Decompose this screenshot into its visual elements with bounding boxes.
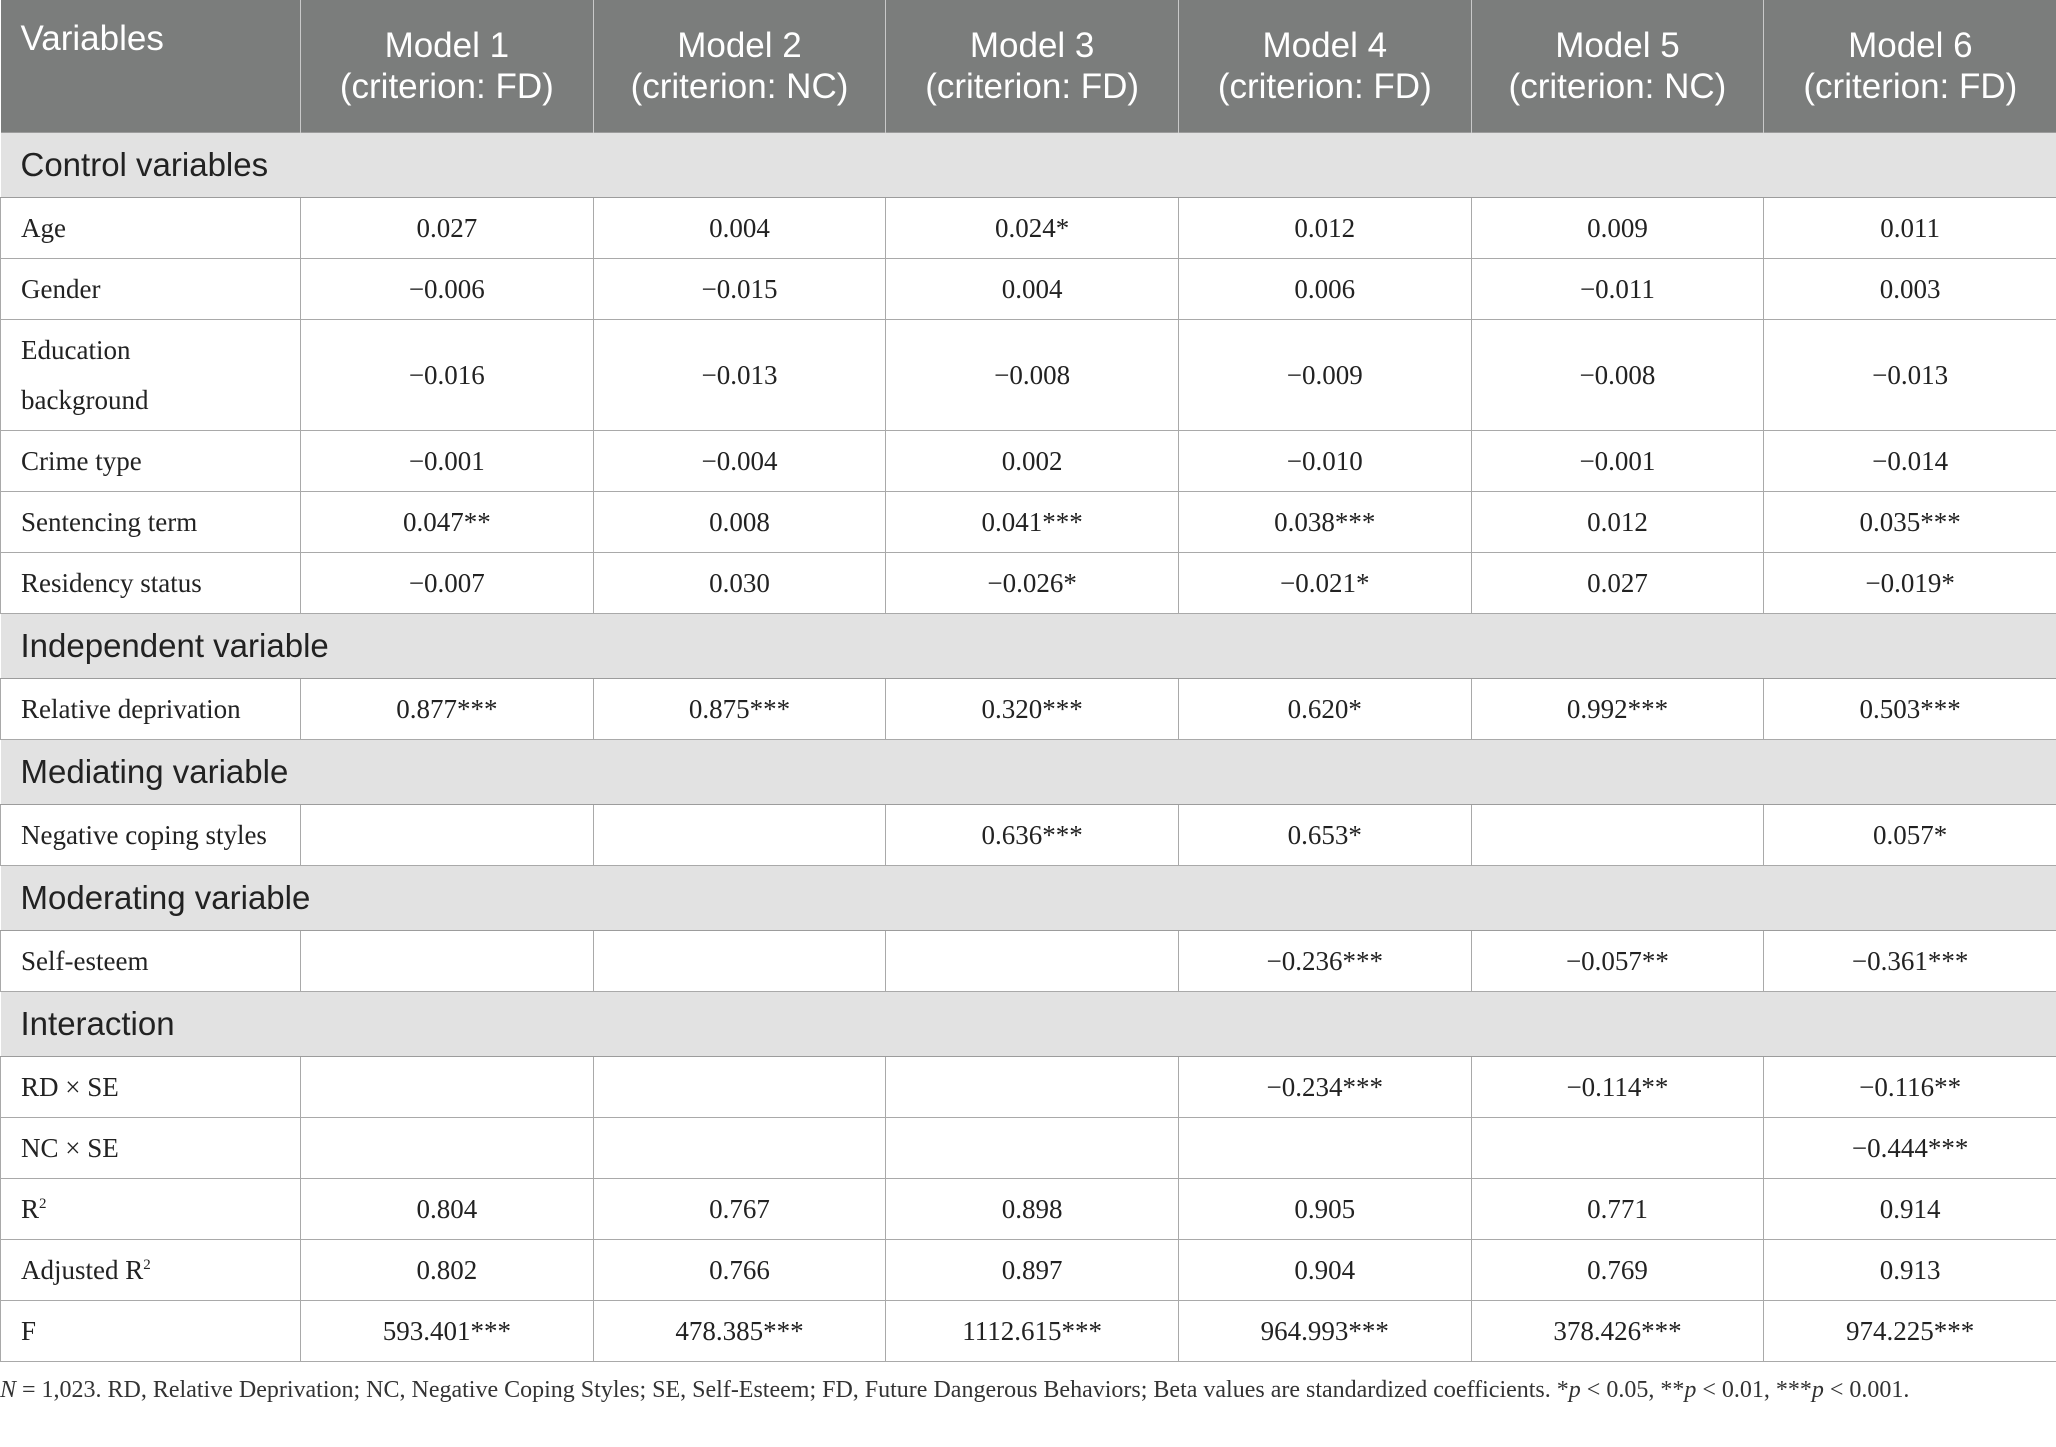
model-criterion: (criterion: FD) — [925, 67, 1140, 106]
cell-value: −0.001 — [301, 431, 594, 492]
cell-value: 0.897 — [886, 1240, 1179, 1301]
cell-value: 0.905 — [1178, 1179, 1471, 1240]
note-p-symbol: p — [1684, 1377, 1697, 1403]
cell-value: 378.426*** — [1471, 1301, 1764, 1362]
cell-value — [886, 931, 1179, 992]
table-row-adjusted-r-squared — [1, 1240, 2056, 1301]
table-row-age — [1, 198, 2056, 259]
section-row-interaction — [1, 992, 2056, 1057]
section-label: Control variables — [1, 133, 2056, 198]
note-p-symbol: p — [1811, 1377, 1824, 1403]
row-label: Age — [1, 198, 301, 259]
row-label — [1, 320, 301, 431]
cell-value: 0.769 — [1471, 1240, 1764, 1301]
cell-value: 593.401*** — [301, 1301, 594, 1362]
row-label: F — [1, 1301, 301, 1362]
cell-value: 0.771 — [1471, 1179, 1764, 1240]
superscript: 2 — [39, 1195, 47, 1212]
table-row-rd-x-se — [1, 1057, 2056, 1118]
cell-value — [301, 805, 594, 866]
header-model-4 — [1178, 0, 1471, 133]
model-name: Model 2 — [677, 26, 802, 65]
cell-value — [1178, 1118, 1471, 1179]
row-label-line: Education — [21, 335, 131, 365]
cell-value: −0.021* — [1178, 553, 1471, 614]
model-criterion: (criterion: NC) — [1508, 67, 1727, 106]
header-model-2 — [593, 0, 886, 133]
cell-value: 0.766 — [593, 1240, 886, 1301]
cell-value: 0.636*** — [886, 805, 1179, 866]
cell-value: 0.003 — [1764, 259, 2056, 320]
cell-value — [593, 1057, 886, 1118]
table-row-sentencing-term — [1, 492, 2056, 553]
model-criterion: (criterion: FD) — [1803, 67, 2018, 106]
header-model-3 — [886, 0, 1179, 133]
cell-value — [593, 1118, 886, 1179]
cell-value: −0.008 — [886, 320, 1179, 431]
cell-value: 0.035*** — [1764, 492, 2056, 553]
note-n-symbol: N — [0, 1377, 17, 1403]
cell-value: 0.008 — [593, 492, 886, 553]
table-row-f — [1, 1301, 2056, 1362]
cell-value: −0.007 — [301, 553, 594, 614]
row-label: Sentencing term — [1, 492, 301, 553]
cell-value: 0.804 — [301, 1179, 594, 1240]
cell-value: −0.001 — [1471, 431, 1764, 492]
cell-value: −0.114** — [1471, 1057, 1764, 1118]
model-name: Model 6 — [1848, 26, 1973, 65]
note-p-symbol: p — [1568, 1377, 1581, 1403]
cell-value: 0.012 — [1178, 198, 1471, 259]
header-model-1 — [301, 0, 594, 133]
cell-value: −0.008 — [1471, 320, 1764, 431]
row-label: Negative coping styles — [1, 805, 301, 866]
header-model-5 — [1471, 0, 1764, 133]
cell-value: −0.013 — [593, 320, 886, 431]
row-label: Gender — [1, 259, 301, 320]
table-row-self-esteem — [1, 931, 2056, 992]
cell-value: 0.320*** — [886, 679, 1179, 740]
cell-value: 478.385*** — [593, 1301, 886, 1362]
table-row-gender — [1, 259, 2056, 320]
section-row-control — [1, 133, 2056, 198]
cell-value: 0.767 — [593, 1179, 886, 1240]
row-label: Self-esteem — [1, 931, 301, 992]
cell-value: −0.236*** — [1178, 931, 1471, 992]
cell-value — [1471, 805, 1764, 866]
model-name: Model 1 — [384, 26, 510, 65]
note-text: < 0.01, *** — [1696, 1377, 1812, 1403]
cell-value: −0.361*** — [1764, 931, 2056, 992]
superscript: 2 — [143, 1256, 151, 1273]
cell-value: 0.004 — [886, 259, 1179, 320]
cell-value — [1471, 1118, 1764, 1179]
cell-value: 0.027 — [301, 198, 594, 259]
note-text: < 0.001. — [1823, 1377, 1910, 1403]
table-row-negative-coping — [1, 805, 2056, 866]
table-row-relative-deprivation — [1, 679, 2056, 740]
cell-value: 0.011 — [1764, 198, 2056, 259]
cell-value: 0.024* — [886, 198, 1179, 259]
section-row-moderating — [1, 866, 2056, 931]
cell-value: 1112.615*** — [886, 1301, 1179, 1362]
cell-value: −0.057** — [1471, 931, 1764, 992]
cell-value: −0.116** — [1764, 1057, 2056, 1118]
row-label-text: R — [21, 1193, 40, 1224]
cell-value — [301, 1118, 594, 1179]
row-label: Residency status — [1, 553, 301, 614]
row-label: Relative deprivation — [1, 679, 301, 740]
table-row-r-squared — [1, 1179, 2056, 1240]
cell-value: −0.011 — [1471, 259, 1764, 320]
cell-value: 0.006 — [1178, 259, 1471, 320]
cell-value: 0.057* — [1764, 805, 2056, 866]
cell-value: −0.013 — [1764, 320, 2056, 431]
cell-value: 0.503*** — [1764, 679, 2056, 740]
cell-value: 0.913 — [1764, 1240, 2056, 1301]
cell-value — [301, 931, 594, 992]
header-model-6 — [1764, 0, 2056, 133]
note-text: < 0.05, ** — [1580, 1377, 1685, 1403]
cell-value: 964.993*** — [1178, 1301, 1471, 1362]
table-row-education — [1, 320, 2056, 431]
cell-value — [886, 1118, 1179, 1179]
cell-value: 0.877*** — [301, 679, 594, 740]
cell-value: 0.875*** — [593, 679, 886, 740]
model-name: Model 4 — [1262, 26, 1388, 65]
cell-value — [301, 1057, 594, 1118]
cell-value: 0.041*** — [886, 492, 1179, 553]
cell-value: −0.004 — [593, 431, 886, 492]
cell-value: 0.004 — [593, 198, 886, 259]
row-label — [1, 1179, 301, 1240]
model-criterion: (criterion: NC) — [630, 67, 849, 106]
model-name: Model 5 — [1555, 26, 1680, 65]
cell-value: −0.234*** — [1178, 1057, 1471, 1118]
row-label: RD × SE — [1, 1057, 301, 1118]
cell-value: −0.015 — [593, 259, 886, 320]
table-footnote — [0, 1362, 2050, 1410]
cell-value: 0.030 — [593, 553, 886, 614]
section-label: Independent variable — [1, 614, 2056, 679]
cell-value: 974.225*** — [1764, 1301, 2056, 1362]
row-label: Crime type — [1, 431, 301, 492]
section-label: Moderating variable — [1, 866, 2056, 931]
section-label: Mediating variable — [1, 740, 2056, 805]
section-row-independent — [1, 614, 2056, 679]
cell-value: −0.014 — [1764, 431, 2056, 492]
cell-value — [593, 931, 886, 992]
section-row-mediating — [1, 740, 2056, 805]
cell-value: 0.009 — [1471, 198, 1764, 259]
cell-value: 0.653* — [1178, 805, 1471, 866]
cell-value: 0.012 — [1471, 492, 1764, 553]
note-text: = 1,023. RD, Relative Deprivation; NC, Negative Coping Styles; SE, Self-Esteem; FD, Future Dangerous Behaviors; Beta values are standardized coefficients. * — [16, 1377, 1569, 1403]
cell-value — [593, 805, 886, 866]
row-label: NC × SE — [1, 1118, 301, 1179]
header-variables: Variables — [1, 0, 301, 133]
cell-value: −0.016 — [301, 320, 594, 431]
cell-value: −0.026* — [886, 553, 1179, 614]
cell-value: 0.914 — [1764, 1179, 2056, 1240]
cell-value: −0.444*** — [1764, 1118, 2056, 1179]
cell-value: −0.006 — [301, 259, 594, 320]
row-label — [1, 1240, 301, 1301]
cell-value: 0.904 — [1178, 1240, 1471, 1301]
cell-value: 0.898 — [886, 1179, 1179, 1240]
table-row-nc-x-se — [1, 1118, 2056, 1179]
model-criterion: (criterion: FD) — [1217, 67, 1432, 106]
cell-value: 0.038*** — [1178, 492, 1471, 553]
header-row — [1, 0, 2056, 133]
table-row-crime-type — [1, 431, 2056, 492]
row-label-line: background — [21, 385, 149, 415]
row-label-text: Adjusted R — [21, 1254, 144, 1285]
cell-value: 0.002 — [886, 431, 1179, 492]
cell-value — [886, 1057, 1179, 1118]
table-row-residency-status — [1, 553, 2056, 614]
cell-value: 0.802 — [301, 1240, 594, 1301]
cell-value: −0.009 — [1178, 320, 1471, 431]
cell-value: 0.992*** — [1471, 679, 1764, 740]
model-criterion: (criterion: FD) — [339, 67, 554, 106]
cell-value: 0.047** — [301, 492, 594, 553]
cell-value: −0.010 — [1178, 431, 1471, 492]
cell-value: −0.019* — [1764, 553, 2056, 614]
cell-value: 0.620* — [1178, 679, 1471, 740]
model-name: Model 3 — [969, 26, 1095, 65]
section-label: Interaction — [1, 992, 2056, 1057]
cell-value: 0.027 — [1471, 553, 1764, 614]
